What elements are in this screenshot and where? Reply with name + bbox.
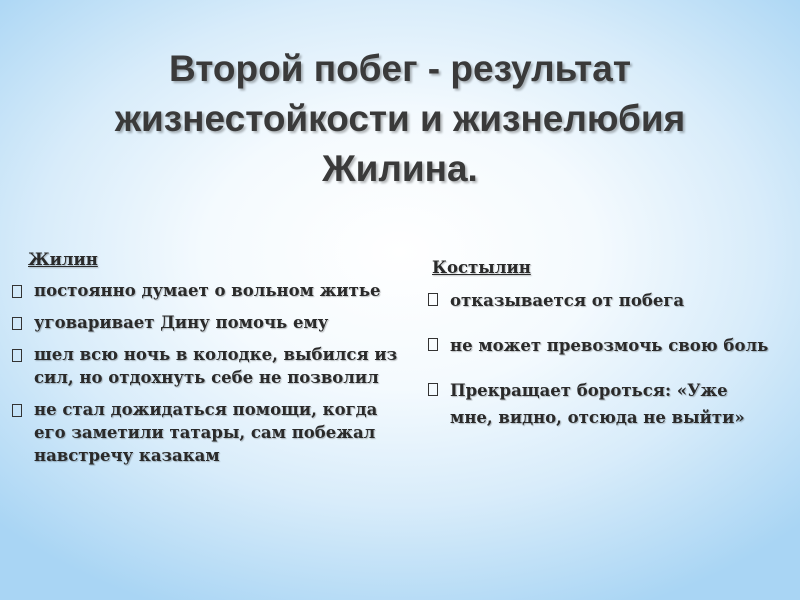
list-item xyxy=(428,332,773,359)
list-item-text: Прекращает бороться: «Уже мне, видно, отсюда не выйти» xyxy=(450,381,745,427)
list-item-text: шел всю ночь в колодке, выбился из сил, но отдохнуть себе не позволил xyxy=(34,345,398,387)
bullet-icon xyxy=(12,311,26,338)
list-item xyxy=(12,343,407,389)
list-item-text: уговаривает Дину помочь ему xyxy=(34,313,329,332)
bullet-icon xyxy=(428,377,442,406)
bullet-icon xyxy=(428,287,442,316)
list-item xyxy=(12,279,407,302)
zhilin-column xyxy=(12,250,407,476)
list-item-text: не может превозмочь свою боль xyxy=(450,336,769,355)
list-item xyxy=(12,398,407,467)
list-item xyxy=(428,377,773,431)
bullet-icon xyxy=(12,279,26,306)
title-line-1: Второй побег - результат xyxy=(169,48,631,89)
zhilin-heading: Жилин xyxy=(28,250,98,269)
bullet-icon xyxy=(428,332,442,361)
title-line-2: жизнестойкости и жизнелюбия xyxy=(114,98,686,139)
kostylin-column xyxy=(428,258,773,449)
kostylin-heading: Костылин xyxy=(432,258,531,277)
bullet-icon xyxy=(12,343,26,370)
list-item-text: не стал дожидаться помощи, когда его заметили татары, сам побежал навстречу казакам xyxy=(34,400,378,465)
title-line-3: Жилина. xyxy=(322,148,478,189)
list-item-text: отказывается от побега xyxy=(450,291,685,310)
list-item xyxy=(12,311,407,334)
list-item xyxy=(428,287,773,314)
bullet-icon xyxy=(12,398,26,425)
slide-title xyxy=(40,44,760,194)
list-item-text: постоянно думает о вольном житье xyxy=(34,281,381,300)
